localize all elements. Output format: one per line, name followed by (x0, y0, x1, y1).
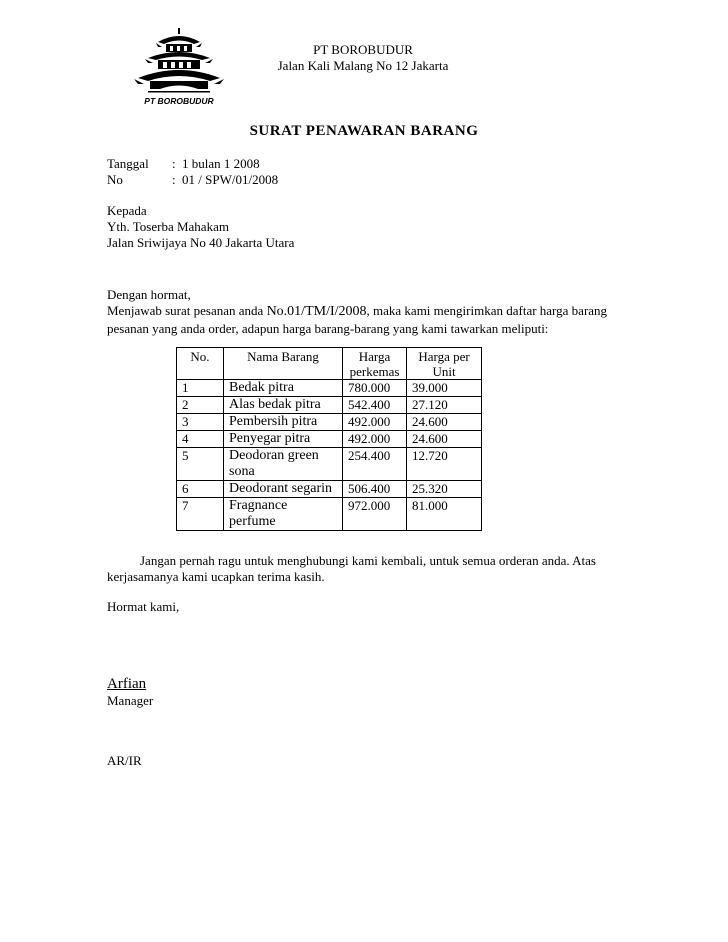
body-text-pre: Menjawab surat pesanan anda (107, 303, 267, 318)
recipient-line: Kepada (107, 203, 147, 218)
signer-name: Arfian (107, 676, 147, 692)
cell-name: Bedak pitra (224, 380, 343, 397)
cell-no: 4 (177, 431, 224, 448)
number-value: 01 / SPW/01/2008 (182, 172, 279, 187)
signer-title: Manager (107, 693, 154, 708)
table-row (177, 481, 482, 498)
closing-text: Jangan pernah ragu untuk menghubungi kami kembali, untuk semua orderan anda. Atas kerjasamanya kami ucapkan terima kasih. (107, 553, 596, 584)
table-row (177, 380, 482, 397)
cell-name: Deodorant segarin (224, 481, 343, 498)
cell-name: Pembersih pitra (224, 414, 343, 431)
cell-price-unit: 24.600 (407, 414, 482, 431)
regards: Hormat kami, (107, 599, 180, 614)
cell-price-pack: 254.400 (343, 448, 407, 481)
cell-price-pack: 972.000 (343, 498, 407, 531)
company-name: PT BOROBUDUR (313, 42, 413, 57)
cell-name: Deodoran green sona (224, 448, 343, 481)
cell-price-unit: 12.720 (407, 448, 482, 481)
salutation: Dengan hormat, (107, 287, 191, 302)
header-no: No. (177, 348, 224, 380)
cell-price-unit: 24.600 (407, 431, 482, 448)
number-label: No (107, 172, 123, 187)
cell-no: 5 (177, 448, 224, 481)
cell-price-pack: 506.400 (343, 481, 407, 498)
cell-no: 6 (177, 481, 224, 498)
number-colon: : (172, 172, 176, 187)
date-label: Tanggal (107, 156, 149, 171)
date-colon: : (172, 156, 176, 171)
table-row (177, 448, 482, 481)
header-price-pack: Harga perkemas (343, 348, 407, 380)
cell-no: 2 (177, 397, 224, 414)
cell-price-pack: 780.000 (343, 380, 407, 397)
letter-title: SURAT PENAWARAN BARANG (249, 123, 479, 139)
company-address: Jalan Kali Malang No 12 Jakarta (277, 58, 449, 73)
pagoda-icon (134, 28, 224, 106)
table-header-row (177, 348, 482, 380)
recipient-block (107, 203, 294, 251)
cell-price-unit: 81.000 (407, 498, 482, 531)
header-price-unit: Harga per Unit (407, 348, 482, 380)
table-row (177, 431, 482, 448)
cell-no: 7 (177, 498, 224, 531)
closing-paragraph (107, 553, 627, 585)
cell-name: Alas bedak pitra (224, 397, 343, 414)
table-row (177, 498, 482, 531)
date-value: 1 bulan 1 2008 (182, 156, 260, 171)
body-text-post: , maka kami mengirimkan daftar harga barang pesanan yang anda order, adapun harga barang-barang yang kami tawarkan meliputi: (107, 303, 608, 336)
price-table (176, 347, 482, 531)
cell-no: 1 (177, 380, 224, 397)
cell-name: Fragnance perfume (224, 498, 343, 531)
logo-text: PT BOROBUDUR (144, 96, 214, 106)
reference-number: No.01/TM/I/2008 (266, 304, 367, 319)
company-logo (134, 28, 224, 106)
table-row (177, 397, 482, 414)
recipient-address: Jalan Sriwijaya No 40 Jakarta Utara (107, 235, 295, 250)
body-paragraph (107, 303, 627, 337)
recipient-name: Yth. Toserba Mahakam (107, 219, 229, 234)
cell-price-pack: 542.400 (343, 397, 407, 414)
cell-price-unit: 39.000 (407, 380, 482, 397)
cell-price-unit: 25.320 (407, 481, 482, 498)
header-name: Nama Barang (224, 348, 343, 380)
cell-price-pack: 492.000 (343, 414, 407, 431)
cell-name: Penyegar pitra (224, 431, 343, 448)
cell-price-pack: 492.000 (343, 431, 407, 448)
initials: AR/IR (107, 753, 142, 768)
table-row (177, 414, 482, 431)
cell-no: 3 (177, 414, 224, 431)
cell-price-unit: 27.120 (407, 397, 482, 414)
